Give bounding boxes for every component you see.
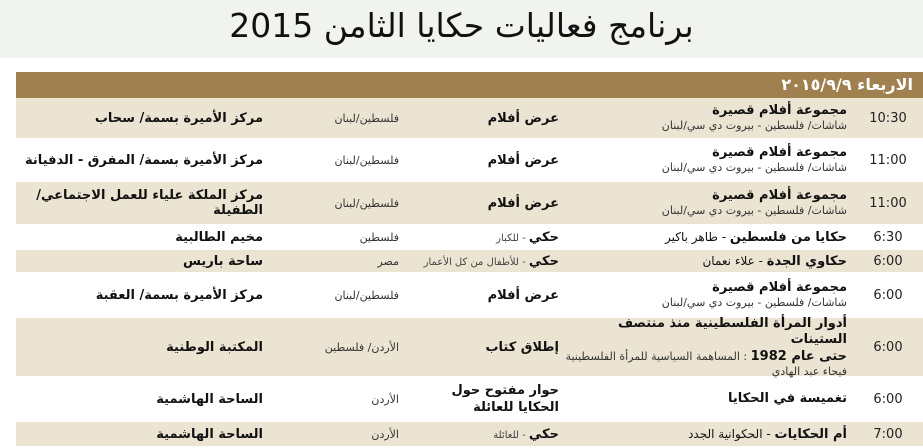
time-cell: 6:00 [873,253,903,269]
table-row [16,422,923,448]
venue: مركز الأميرة بسمة/ العقبة [95,287,263,303]
time-cell: 10:30 [869,110,907,126]
audience-note: - للعائلة [493,429,529,441]
type-cell [405,140,565,180]
event-cell [565,250,853,272]
venue-cell [16,98,263,138]
event-type: إطلاق كتاب [485,339,559,355]
type-cell [405,226,565,248]
venue: مركز الملكة علياء للعمل الاجتماعي/ الطفيلة [36,188,263,218]
event-cell [565,226,853,248]
event-cell [565,422,853,446]
event-author: فيحاء عبد الهادي [771,364,847,378]
event-title: أم الحكايات [774,426,847,442]
event-type: عرض أفلام [487,152,559,168]
event-cell [565,315,853,378]
event-cell [565,140,853,180]
time-cell: 11:00 [869,195,907,211]
venue-cell [16,226,263,248]
table-row [16,182,923,226]
venue-cell [16,182,263,224]
venue-cell [16,318,263,376]
time-cell: 11:00 [869,152,907,168]
event-subtitle: شاشات/ فلسطين - بيروت دي سي/لبنان [661,161,847,174]
event-type: حكي [528,253,559,269]
venue-cell [16,422,263,446]
venue-cell [16,140,263,180]
country: الأردن/ فلسطين [324,340,399,354]
venue: مركز الأميرة بسمة/ المفرق - الدفيانة [25,152,263,168]
event-title: تغميسة في الحكايا [728,391,847,406]
event-cell [565,378,853,420]
table-row [16,274,923,318]
event-storyteller: - علاء نعمان [702,253,767,268]
event-type: عرض أفلام [487,195,559,211]
event-storyteller: - الحكوانية الجدد [688,426,775,441]
table-row [16,98,923,140]
event-cell [565,274,853,316]
country: فلسطين/لبنان [334,111,399,125]
type-cell [405,422,565,446]
event-subtitle: شاشات/ فلسطين - بيروت دي سي/لبنان [661,204,847,217]
time-cell: 6:00 [873,391,903,407]
time-cell: 6:30 [873,229,903,245]
venue: المكتبة الوطنية [166,339,263,355]
table-row [16,140,923,182]
country: فلسطين/لبنان [334,196,399,210]
venue: مخيم الطالبية [175,229,263,245]
table-row [16,315,923,378]
type-cell [405,318,565,376]
event-title: مجموعة أفلام قصيرة [712,280,847,295]
event-subtitle: شاشات/ فلسطين - بيروت دي سي/لبنان [661,296,847,309]
event-title: مجموعة أفلام قصيرة [712,145,847,160]
type-cell [405,378,565,420]
time-cell: 7:00 [873,426,903,442]
event-title: حكايا من فلسطين [729,229,847,245]
time-cell: 6:00 [873,287,903,303]
type-cell [405,250,565,272]
event-type: حوار مفتوح حول الحكايا للعائلة [451,383,559,415]
event-type: عرض أفلام [487,110,559,126]
title-bar [0,0,923,59]
table-row [16,250,923,274]
event-type: عرض أفلام [487,287,559,303]
venue-cell [16,274,263,316]
spacer [0,58,923,72]
time-cell: 6:00 [873,339,903,355]
country: الأردن [371,392,399,406]
event-cell [565,182,853,224]
country: فلسطين [359,230,399,244]
event-storyteller: - طاهر باكير [665,229,730,244]
event-title-cont: حتى عام 1982 [750,348,847,364]
type-cell [405,182,565,224]
table-row [16,378,923,422]
venue: مركز الأميرة بسمة/ سحاب [94,110,263,126]
event-title: مجموعة أفلام قصيرة [712,188,847,203]
country: مصر [377,254,399,268]
event-title: حكاوي الجدة [766,253,847,269]
venue: الساحة الهاشمية [156,391,263,407]
event-title: أدوار المرأة الفلسطينية منذ منتصف الستينات [617,315,847,347]
page-title: برنامج فعاليات حكايا الثامن 2015 [229,6,694,45]
event-title: مجموعة أفلام قصيرة [712,103,847,118]
audience-note: - للكبار [496,232,529,244]
schedule-table [16,72,923,448]
country: فلسطين/لبنان [334,153,399,167]
country: الأردن [371,427,399,441]
table-row [16,226,923,250]
day-header: الاربعاء ٢٠١٥/٩/٩ [16,72,923,98]
event-type: حكي [528,426,559,442]
venue-cell [16,250,263,272]
event-subtitle-cont: : المساهمة السياسية للمرأة الفلسطينية [565,349,751,363]
event-cell [565,98,853,138]
venue: الساحة الهاشمية [156,426,263,442]
type-cell [405,98,565,138]
venue: ساحة باريس [183,253,263,269]
country: فلسطين/لبنان [334,288,399,302]
venue-cell [16,378,263,420]
event-type: حكي [528,229,559,245]
audience-note: - للأطفال من كل الأعمار [423,256,529,268]
event-subtitle: شاشات/ فلسطين - بيروت دي سي/لبنان [661,119,847,132]
type-cell [405,274,565,316]
